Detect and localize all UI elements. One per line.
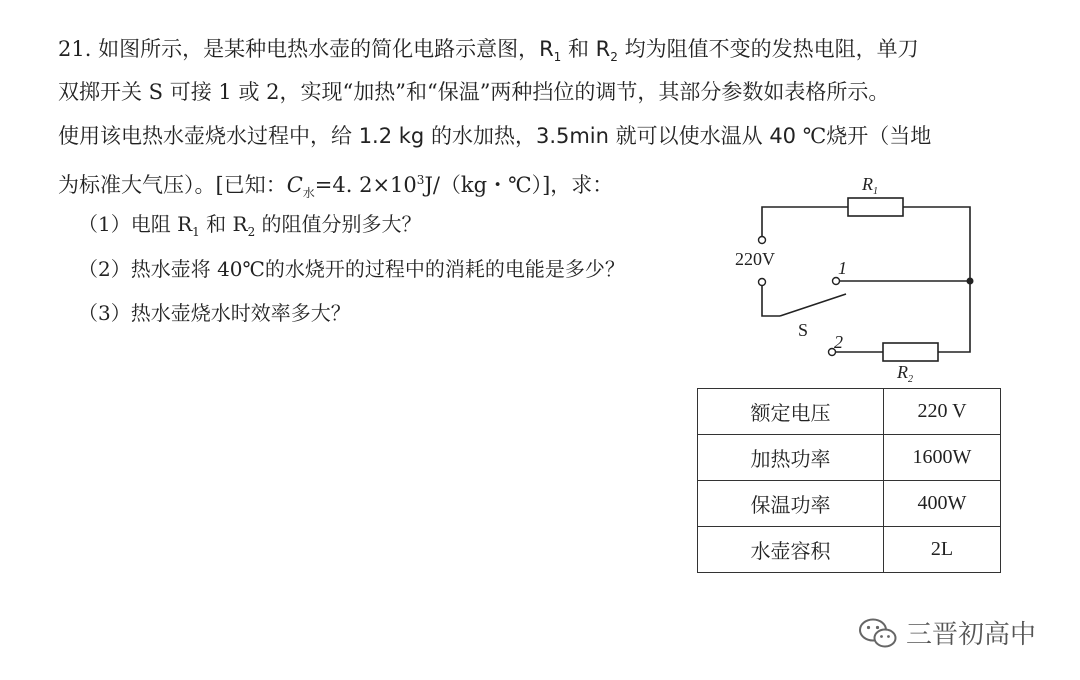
- table-key: 额定电压: [698, 389, 884, 435]
- subquestion-3: （3）热水壶烧水时效率多大？: [78, 301, 351, 325]
- table-row: [698, 435, 1001, 481]
- contact-1: [833, 278, 840, 285]
- terminal-top: [759, 237, 766, 244]
- table-row: [698, 481, 1001, 527]
- switch-label: S: [798, 320, 809, 340]
- question-line-3: 使用该电热水壶烧水过程中，给 1.2 kg 的水加热，3.5min 就可以使水温从 40 ℃烧开（当地: [58, 124, 932, 148]
- r2-label: $R_2$: [897, 362, 913, 385]
- switch-blade: [780, 294, 846, 316]
- table-value: 1600W: [884, 435, 1001, 481]
- watermark: [858, 614, 1036, 651]
- wechat-icon: [858, 616, 898, 650]
- contact-2-label: 2: [834, 332, 843, 352]
- junction-dot: [967, 278, 974, 285]
- circuit-diagram: [720, 170, 990, 385]
- terminal-bottom: [759, 279, 766, 286]
- voltage-label: 220V: [735, 249, 775, 269]
- table-row: [698, 527, 1001, 573]
- table-key: 加热功率: [698, 435, 884, 481]
- contact-1-label: 1: [838, 258, 847, 278]
- resistor-r1: [848, 198, 903, 216]
- table-value: 400W: [884, 481, 1001, 527]
- wire-right: [903, 207, 970, 352]
- resistor-r2: [883, 343, 938, 361]
- table-row: [698, 389, 1001, 435]
- subquestion-1: （1）电阻 $R_1$ 和 $R_2$ 的阻值分别多大？: [78, 212, 422, 239]
- question-line-2: 双掷开关 S 可接 1 或 2，实现“加热”和“保温”两种挡位的调节，其部分参数如表格所示。: [58, 80, 890, 104]
- parameter-table: [697, 388, 1001, 573]
- question-line-4: 为标准大气压）。[已知：$C_水=4$. $2\times 10^3J/(kg$・℃）]，求：: [58, 173, 614, 201]
- subquestion-2: （2）热水壶将 40℃的水烧开的过程中的消耗的电能是多少？: [78, 257, 625, 281]
- watermark-name: 三晋初高中: [906, 620, 1037, 650]
- question-line-1: 21. 如图所示，是某种电热水壶的简化电路示意图，$R_1$ 和 $R_2$ 均为阻值不变的发热电阻，单刀: [58, 37, 919, 65]
- r1-label: $R_1$: [862, 174, 878, 197]
- table-value: 2L: [884, 527, 1001, 573]
- table-value: 220 V: [884, 389, 1001, 435]
- wire-switch: [762, 286, 780, 316]
- table-key: 水壶容积: [698, 527, 884, 573]
- table-key: 保温功率: [698, 481, 884, 527]
- wire-top-left: [762, 207, 848, 236]
